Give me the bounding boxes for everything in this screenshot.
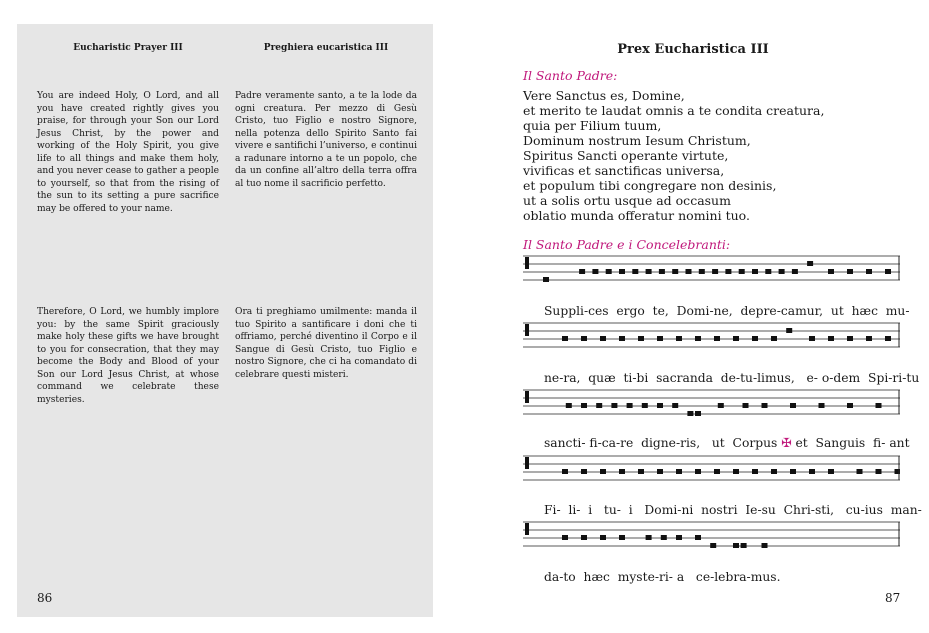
chant-note (619, 469, 625, 474)
page-title: Prex Eucharistica III (617, 42, 769, 57)
chant-note (786, 328, 792, 333)
chant-note (847, 269, 853, 274)
chant-note (642, 403, 648, 408)
chant-note (592, 269, 598, 274)
chant-note (581, 336, 587, 341)
english-paragraph-1: You are indeed Holy, O Lord, and all you have created rightly gives you praise, for through your Son our Lord Jesus Christ, by the power and working of the Holy Spirit, you give life to all things and make them holy, and you never cease to gather a people to yourself, so that from the rising of the sun to its setting a pure sacrifice may be offered to your name. (37, 91, 219, 214)
chant-note (638, 336, 644, 341)
chant-note (743, 403, 749, 408)
chant-lyric-line: Fi- li- i tu- i Domi-ni nostri Ie-su Chri-sti, cu-ius man- (544, 503, 922, 517)
chant-note (876, 403, 882, 408)
chant-note (809, 336, 815, 341)
latin-line: ut a solis ortu usque ad occasum (523, 193, 731, 208)
right-page (433, 24, 929, 633)
staff-svg (523, 386, 900, 420)
staff-svg (523, 319, 900, 353)
chant-note (672, 403, 678, 408)
chant-note (611, 403, 617, 408)
latin-line: et populum tibi congregare non desinis, (523, 178, 777, 193)
chant-note (632, 269, 638, 274)
chant-staff (523, 452, 900, 486)
chant-note (752, 469, 758, 474)
latin-line: et merito te laudat omnis a te condita creatura, (523, 103, 825, 118)
chant-note (657, 469, 663, 474)
chant-note (725, 269, 731, 274)
chant-note (790, 403, 796, 408)
chant-lyric-line (544, 436, 910, 450)
chant-note (619, 269, 625, 274)
chant-note (779, 269, 785, 274)
chant-note (581, 403, 587, 408)
chant-note (676, 469, 682, 474)
chant-note (733, 469, 739, 474)
chant-note (646, 269, 652, 274)
italian-paragraph-1: Padre veramente santo, a te la lode da ogni creatura. Per mezzo di Gesù Cristo, tuo Figlio e nostro Signore, nella potenza dello Spirito Santo fai vivere e santifichi l’universo, e continui a radunare intorno a te un popolo, che da un confine all’altro della terra offra al tuo nome il sacrificio perfetto. (235, 91, 417, 189)
cross-symbol: ✠ (781, 436, 792, 450)
chant-note (619, 535, 625, 540)
chant-note (543, 277, 549, 282)
english-paragraph-2: Therefore, O Lord, we humbly implore you: by the same Spirit graciously make holy these gifts we have brought to you for consecration, that they may become the Body and Blood of your Son our Lord Jesus Christ, at whose command we celebrate these mysteries. (37, 307, 219, 405)
chant-note (676, 336, 682, 341)
chant-note (714, 336, 720, 341)
staff-svg (523, 518, 900, 552)
chant-note (606, 269, 612, 274)
rubric-concelebranti: Il Santo Padre e i Concelebranti: (523, 237, 731, 252)
left-page (17, 24, 433, 617)
latin-line: Vere Sanctus es, Domine, (523, 88, 685, 103)
chant-staff (523, 319, 900, 353)
chant-note (866, 269, 872, 274)
clef-icon (525, 391, 529, 403)
chant-note (600, 469, 606, 474)
chant-note (596, 403, 602, 408)
chant-note (792, 269, 798, 274)
chant-note (657, 336, 663, 341)
chant-note (809, 469, 815, 474)
chant-note (857, 469, 863, 474)
chant-note (876, 469, 882, 474)
rubric-santo-padre: Il Santo Padre: (523, 68, 618, 83)
chant-note (600, 535, 606, 540)
chant-note (771, 469, 777, 474)
chant-note (828, 469, 834, 474)
chant-note (885, 269, 891, 274)
clef-icon (525, 457, 529, 469)
chant-staff (523, 386, 900, 420)
chant-note (741, 543, 747, 548)
chant-note (765, 269, 771, 274)
chant-note (566, 403, 572, 408)
chant-note (619, 336, 625, 341)
chant-note (712, 269, 718, 274)
chant-lyric-line: da-to hæc myste-ri- a ce-lebra-mus. (544, 570, 781, 584)
clef-icon (525, 324, 529, 336)
staff-svg (523, 252, 900, 286)
chant-note (659, 269, 665, 274)
staff-svg (523, 452, 900, 486)
lyric-part: sancti- fi-ca-re digne-ris, ut Corpus (544, 436, 782, 450)
chant-note (847, 336, 853, 341)
chant-note (752, 269, 758, 274)
chant-note (581, 535, 587, 540)
chant-note (695, 336, 701, 341)
chant-note (646, 535, 652, 540)
chant-note (733, 543, 739, 548)
italian-heading: Preghiera eucaristica III (263, 43, 389, 53)
clef-icon (525, 257, 529, 269)
chant-lyric-line: Suppli-ces ergo te, Domi-ne, depre-camur, ut hæc mu- (544, 304, 910, 318)
chant-note (807, 261, 813, 266)
lyric-part: et Sanguis fi- ant (791, 436, 910, 450)
clef-icon (525, 523, 529, 535)
chant-note (847, 403, 853, 408)
chant-note (790, 469, 796, 474)
chant-note (752, 336, 758, 341)
chant-note (762, 543, 768, 548)
chant-note (562, 469, 568, 474)
page-number-right: 87 (885, 591, 901, 605)
chant-note (866, 336, 872, 341)
latin-line: oblatio munda offeratur nomini tuo. (523, 208, 750, 223)
chant-note (638, 469, 644, 474)
english-heading: Eucharistic Prayer III (73, 43, 183, 53)
chant-note (733, 336, 739, 341)
chant-note (657, 403, 663, 408)
chant-note (762, 403, 768, 408)
chant-note (819, 403, 825, 408)
chant-note (627, 403, 633, 408)
chant-staff (523, 518, 900, 552)
chant-note (579, 269, 585, 274)
chant-note (562, 336, 568, 341)
chant-staff (523, 252, 900, 286)
chant-note (562, 535, 568, 540)
chant-note (771, 336, 777, 341)
latin-line: Spiritus Sancti operante virtute, (523, 148, 729, 163)
latin-prayer (523, 88, 824, 223)
latin-line: vivificas et sanctificas universa, (523, 163, 725, 178)
chant-note (739, 269, 745, 274)
chant-note (695, 411, 701, 416)
chant-note (718, 403, 724, 408)
chant-note (695, 535, 701, 540)
chant-note (600, 336, 606, 341)
latin-line: Dominum nostrum Iesum Christum, (523, 133, 751, 148)
chant-note (828, 336, 834, 341)
chant-note (695, 469, 701, 474)
chant-note (581, 469, 587, 474)
chant-note (699, 269, 705, 274)
chant-lyric-line: ne-ra, quæ ti-bi sacranda de-tu-limus, e- o-dem Spi-ri-tu (544, 371, 920, 385)
chant-note (672, 269, 678, 274)
chant-note (687, 411, 693, 416)
chant-note (710, 543, 716, 548)
page-number-left: 86 (37, 591, 53, 605)
chant-note (686, 269, 692, 274)
latin-line: quia per Filium tuum, (523, 118, 662, 133)
chant-note (676, 535, 682, 540)
chant-note (885, 336, 891, 341)
italian-paragraph-2: Ora ti preghiamo umilmente: manda il tuo Spirito a santificare i doni che ti offriamo, perché diventino il Corpo e il Sangue di Gesù Cristo, tuo Figlio e nostro Signore, che ci ha comandato di celebrare questi misteri. (235, 307, 417, 380)
chant-note (828, 269, 834, 274)
chant-note (714, 469, 720, 474)
chant-note (661, 535, 667, 540)
